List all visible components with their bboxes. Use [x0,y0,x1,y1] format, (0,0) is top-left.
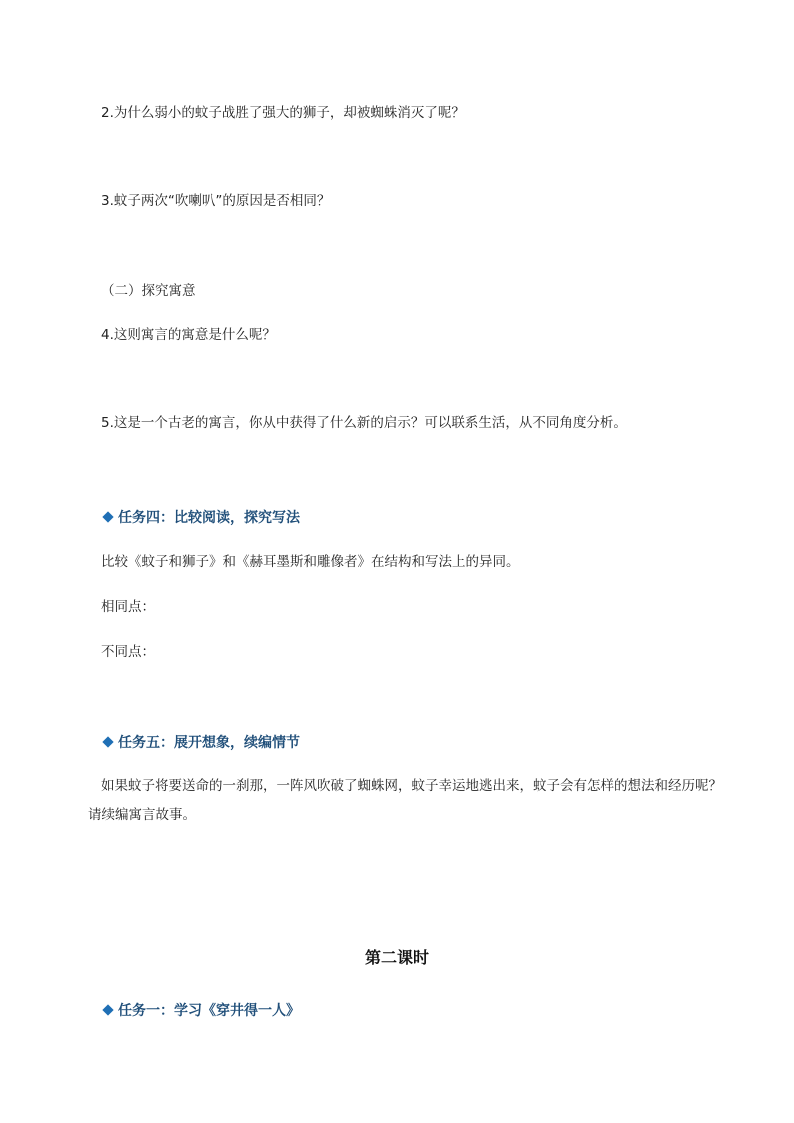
question-3: 3.蚊子两次“吹喇叭”的原因是否相同？ [101,193,331,209]
section-heading-explore-meaning: （二）探究寓意 [101,283,196,299]
diamond-bullet-icon [102,736,113,747]
diamond-bullet-icon [102,1004,113,1015]
diamond-bullet-icon [102,511,113,522]
question-4: 4.这则寓言的寓意是什么呢？ [101,327,276,343]
lesson-2-task-1-title-text: 任务一：学习《穿井得一人》 [118,1003,300,1019]
task-4-title-text: 任务四：比较阅读，探究写法 [118,510,300,526]
task-4-prompt: 比较《蚊子和狮子》和《赫耳墨斯和雕像者》在结构和写法上的异同。 [101,554,520,570]
task-5-title [104,734,300,752]
question-2: 2.为什么弱小的蚊子战胜了强大的狮子，却被蜘蛛消灭了呢？ [101,105,465,121]
task-5-title-text: 任务五：展开想象，续编情节 [118,735,300,751]
lesson-2-task-1-title [104,1002,300,1020]
task-4-title [104,509,300,527]
task-5-prompt: 如果蚊子将要送命的一刹那，一阵风吹破了蜘蛛网，蚊子幸运地逃出来，蚊子会有怎样的想法和经历呢？请续编寓言故事。 [88,778,722,823]
same-points-label: 相同点： [101,599,155,615]
question-5: 5.这是一个古老的寓言，你从中获得了什么新的启示？可以联系生活，从不同角度分析。 [101,415,627,431]
lesson-2-heading: 第二课时 [364,948,429,967]
different-points-label: 不同点： [101,644,155,660]
